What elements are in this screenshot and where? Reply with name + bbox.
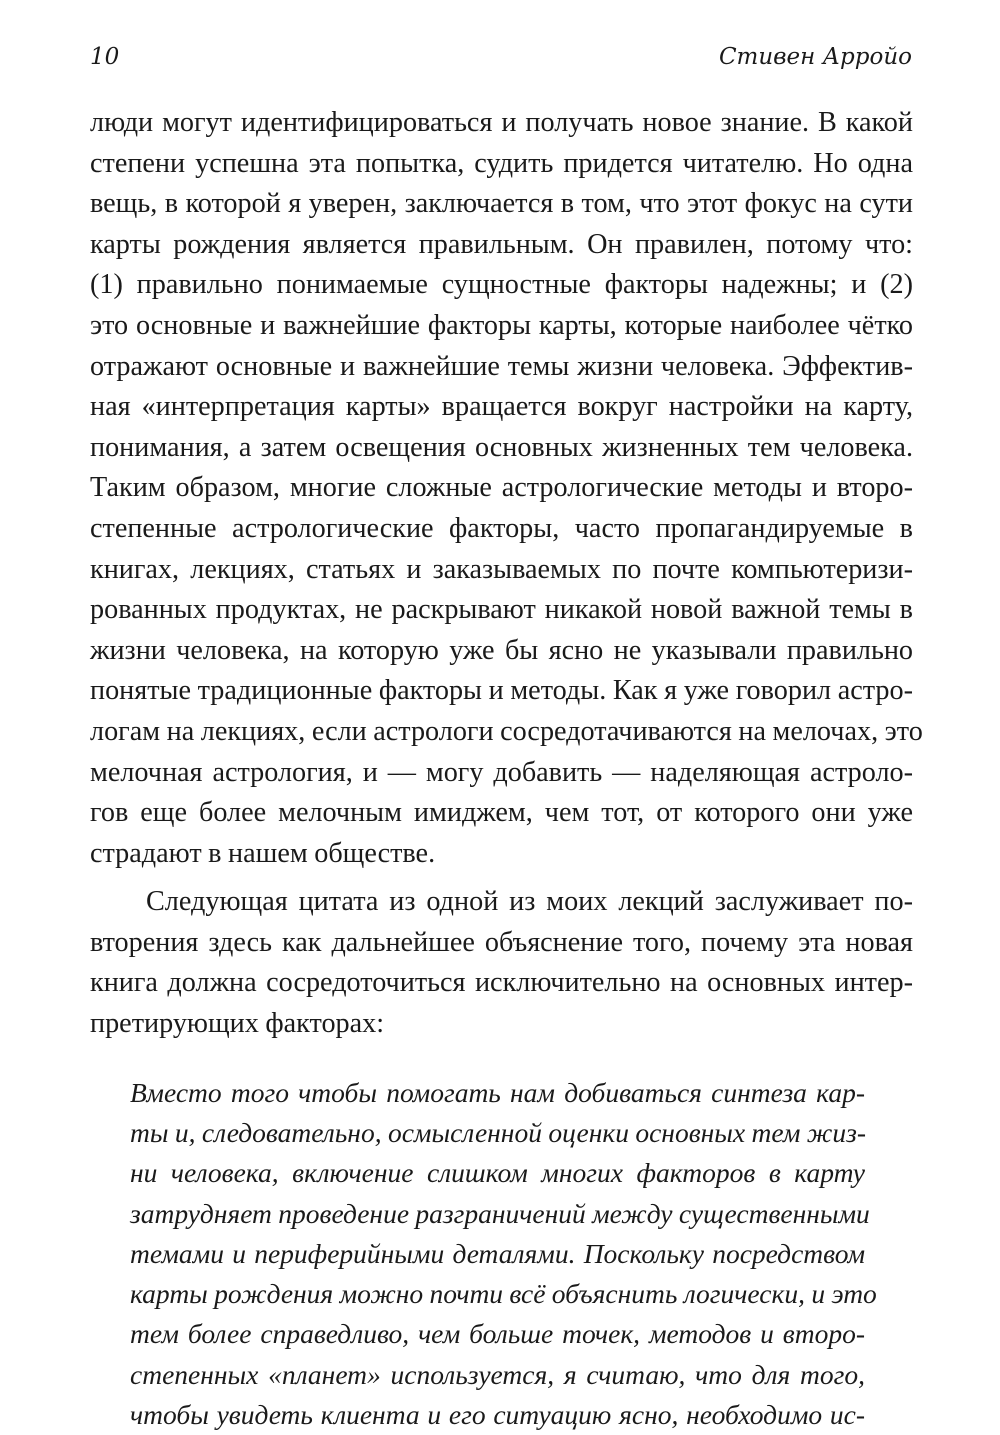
text-line: степени успешна эта попытка, судить придется читателю. Но одна — [90, 147, 913, 179]
quote-line: чтобы увидеть клиента и его ситуацию ясно, необходимо ис- — [130, 1399, 865, 1431]
text-line: отражают основные и важнейшие темы жизни человека. Эффектив- — [90, 350, 913, 382]
text-line: люди могут идентифицироваться и получать новое знание. В какой — [90, 107, 913, 138]
body-text — [90, 103, 923, 1435]
text-line: Следующая цитата из одной из моих лекций заслуживает по- — [146, 886, 913, 918]
quote-line: ты и, следовательно, осмысленной оценки основных тем жиз- — [130, 1116, 867, 1148]
text-line: вещь, в которой я уверен, заключается в том, что этот фокус на сути — [90, 188, 913, 220]
text-line: карты рождения является правильным. Он правилен, потому что: — [90, 228, 913, 260]
page-number: 10 — [90, 44, 120, 70]
text-line: книга должна сосредоточиться исключительно на основных интер- — [90, 967, 913, 999]
text-line: понимания, а затем освещения основных жизненных тем человека. — [90, 431, 913, 463]
text-line: ная «интерпретация карты» вращается вокруг настройки на карту, — [90, 391, 913, 423]
text-line: гов еще более мелочным имиджем, чем тот, от которого они уже — [90, 797, 913, 829]
text-line: книгах, лекциях, статьях и заказываемых по почте компьютеризи- — [90, 553, 913, 585]
quote-line: степенных «планет» используется, я считаю, что для того, — [130, 1358, 865, 1390]
quote-line: тем более справедливо, чем больше точек, методов и второ- — [130, 1318, 865, 1350]
quote-line: ни человека, включение слишком многих факторов в карту — [130, 1157, 865, 1189]
text-line: (1) правильно понимаемые сущностные факторы надежны; и (2) — [90, 269, 913, 301]
block-quote — [90, 1073, 913, 1435]
text-line: претирующих факторах: — [90, 1008, 385, 1040]
text-line: это основные и важнейшие факторы карты, которые наиболее чётко — [90, 309, 913, 341]
text-line: рованных продуктах, не раскрывают никакой новой важной темы в — [90, 594, 913, 626]
paragraph-gap — [90, 874, 913, 882]
quote-line: затрудняет проведение разграничений между существенными — [130, 1197, 870, 1229]
text-line: страдают в нашем обществе. — [90, 837, 436, 869]
text-line: степенные астрологические факторы, часто пропагандируемые в — [90, 512, 913, 544]
text-line: мелочная астрология, и — могу добавить — наделяющая астроло- — [90, 756, 913, 788]
text-line: логам на лекциях, если астрологи сосредотачиваются на мелочах, это — [90, 715, 923, 747]
quote-line: Вместо того чтобы помогать нам добиваться синтеза кар- — [130, 1076, 865, 1108]
quote-line: карты рождения можно почти всё объяснить логически, и это — [130, 1278, 877, 1310]
quote-line: темами и периферийными деталями. Поскольку посредством — [130, 1237, 865, 1269]
paragraph-2 — [90, 882, 913, 1044]
text-line: вторения здесь как дальнейшее объяснение того, почему эта новая — [90, 926, 913, 958]
text-line: Таким образом, многие сложные астрологические методы и второ- — [90, 472, 913, 504]
paragraph-1 — [90, 103, 923, 874]
text-line: понятые традиционные факторы и методы. Как я уже говорил астро- — [90, 675, 913, 707]
text-line: жизни человека, на которую уже бы ясно не указывали правильно — [90, 634, 913, 666]
running-header — [90, 44, 912, 80]
running-author: Стивен Арройо — [718, 44, 912, 70]
